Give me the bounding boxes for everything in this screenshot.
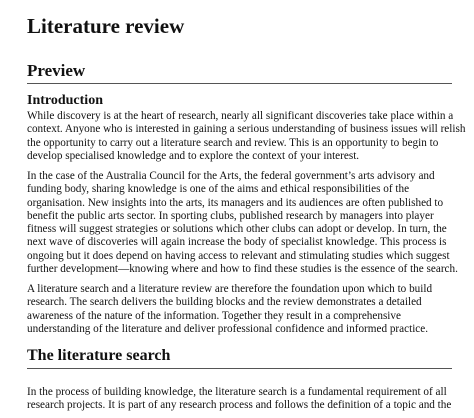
text-line: In the process of building knowledge, the literature search is a fundamental requirement of all	[27, 386, 447, 398]
text-line: research projects. It is part of any research process and follows the definition of a topic and the	[27, 399, 452, 412]
introduction-paragraph-1	[27, 110, 465, 163]
introduction-paragraph-3	[27, 283, 432, 336]
literature-search-heading: The literature search	[27, 347, 171, 364]
text-line: organisation. New insights into the arts, its managers and its audiences are often published to	[27, 196, 444, 209]
text-line: context. Anyone who is interested in gaining a serious understanding of business issues will relish	[27, 123, 466, 136]
text-line: the opportunity to carry out a literature search and review. This is an opportunity to begin to	[27, 136, 439, 149]
text-line: research. The search delivers the building blocks and the review demonstrates a detailed	[27, 296, 422, 309]
section-divider	[27, 368, 452, 369]
section-heading-preview: Preview	[27, 61, 86, 80]
text-line: develop specialised knowledge and to explore the context of your interest.	[27, 149, 360, 162]
section-divider	[27, 83, 452, 84]
text-line: awareness of the nature of the information. Together they result in a comprehensive	[27, 309, 401, 322]
document-title: Literature review	[27, 14, 185, 38]
text-line: ongoing but it does depend on having access to relevant and stimulating studies which suggest	[27, 249, 450, 262]
text-line: In the case of the Australia Council for the Arts, the federal government’s arts advisory and	[27, 170, 435, 182]
text-line: understanding of the literature and deliver professional confidence and informed practice.	[27, 322, 429, 335]
text-line: funding body, sharing knowledge is one of the aims and ethical responsibilities of the	[27, 183, 410, 196]
text-line: further development—knowing where and how to find these studies is the essence of the search.	[27, 263, 458, 276]
introduction-paragraph-2	[27, 170, 458, 276]
introduction-heading: Introduction	[27, 93, 103, 108]
text-line: fitness will suggest strategies or solutions which other clubs can adopt or develop. In turn, the	[27, 223, 447, 236]
text-line: A literature search and a literature review are therefore the foundation upon which to build	[27, 283, 433, 295]
text-line: next wave of discoveries will again increase the body of specialist knowledge. This process is	[27, 236, 447, 249]
text-line: benefit the public arts sector. In sporting clubs, published research by managers into player	[27, 209, 434, 222]
literature-search-paragraph	[27, 386, 451, 413]
text-line: While discovery is at the heart of research, nearly all significant discoveries take place within a	[27, 110, 454, 122]
